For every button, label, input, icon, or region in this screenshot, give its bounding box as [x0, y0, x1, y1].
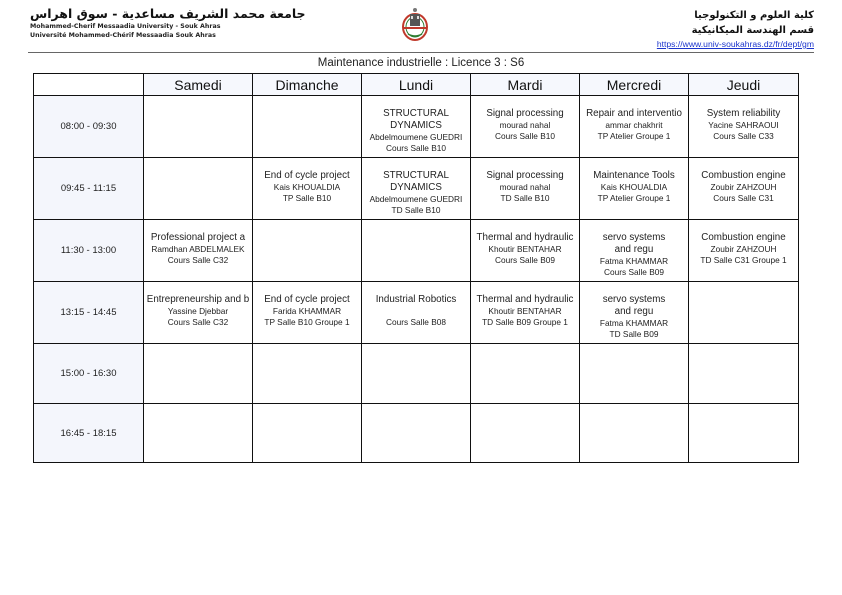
timeslot-label: 08:00 - 09:30: [34, 96, 144, 158]
empty-cell: [689, 282, 799, 344]
session-room: TP Atelier Groupe 1: [597, 193, 671, 203]
day-header: Mardi: [471, 74, 580, 96]
day-header: Dimanche: [253, 74, 362, 96]
timetable-title: Maintenance industrielle : Licence 3 : S6: [317, 57, 525, 69]
university-header: [30, 6, 306, 40]
session-subject: Signal processing: [486, 108, 564, 119]
session-subject: servo systems and regu: [602, 232, 666, 255]
session-room: TP Salle B10 Groupe 1: [264, 317, 350, 327]
session-subject: Combustion engine: [701, 232, 786, 243]
session-room: Cours Salle B10: [495, 131, 555, 141]
university-name-english: Mohammed-Cherif Messaadia University - Souk Ahras: [30, 23, 221, 30]
session-cell: [144, 220, 253, 282]
session-cell: [253, 158, 362, 220]
session-subject: Professional project a: [150, 232, 246, 243]
session-cell: [580, 282, 689, 344]
department-header: [657, 8, 814, 50]
session-teacher: mourad nahal: [499, 120, 551, 130]
timeslot-row: [34, 220, 799, 282]
corner-cell: [34, 74, 144, 96]
timeslot-label: 11:30 - 13:00: [34, 220, 144, 282]
day-header-row: [34, 74, 799, 96]
session-teacher: mourad nahal: [499, 182, 551, 192]
session-teacher: Zoubir ZAHZOUH: [710, 182, 777, 192]
timetable: [33, 73, 799, 463]
faculty-name-arabic: كلية العلوم و التكنولوجيا: [694, 10, 814, 21]
session-subject: Entrepreneurship and b: [146, 294, 250, 305]
empty-cell: [471, 344, 580, 404]
session-subject: STRUCTURAL DYNAMICS: [383, 108, 449, 131]
session-cell: [253, 282, 362, 344]
session-teacher: Farida KHAMMAR: [272, 306, 342, 316]
session-cell: [580, 96, 689, 158]
session-subject: End of cycle project: [264, 294, 350, 305]
session-teacher: Yacine SAHRAOUI: [708, 120, 779, 130]
department-name-arabic: قسم الهندسة الميكانيكية: [691, 25, 814, 36]
timeslot-row: [34, 404, 799, 463]
header-divider: [28, 52, 814, 53]
session-subject: End of cycle project: [264, 170, 350, 181]
session-room: TD Salle C31 Groupe 1: [700, 255, 787, 265]
empty-cell: [253, 96, 362, 158]
day-header: Jeudi: [689, 74, 799, 96]
session-room: Cours Salle B09: [495, 255, 555, 265]
session-room: Cours Salle B08: [386, 317, 446, 327]
session-cell: [471, 220, 580, 282]
empty-cell: [253, 404, 362, 463]
session-subject: Repair and interventio: [586, 108, 682, 119]
session-subject: System reliability: [706, 108, 781, 119]
timeslot-row: [34, 96, 799, 158]
university-name-arabic: جامعة محمد الشريف مساعدية - سوق اهراس: [30, 6, 306, 21]
session-room: Cours Salle C33: [713, 131, 774, 141]
session-teacher: Fatma KHAMMAR: [599, 318, 669, 328]
session-subject: STRUCTURAL DYNAMICS: [383, 170, 449, 193]
empty-cell: [471, 404, 580, 463]
session-teacher: Abdelmoumene GUEDRI: [369, 132, 463, 142]
session-teacher: Khoutir BENTAHAR: [488, 244, 562, 254]
session-room: Cours Salle B09: [604, 267, 664, 277]
timeslot-label: 09:45 - 11:15: [34, 158, 144, 220]
session-room: TP Salle B10: [282, 193, 332, 203]
session-room: Cours Salle C31: [713, 193, 774, 203]
session-cell: [471, 158, 580, 220]
session-cell: [362, 282, 471, 344]
timeslot-label: 13:15 - 14:45: [34, 282, 144, 344]
empty-cell: [253, 344, 362, 404]
empty-cell: [580, 404, 689, 463]
session-teacher: Zoubir ZAHZOUH: [710, 244, 777, 254]
empty-cell: [362, 220, 471, 282]
session-teacher: Abdelmoumene GUEDRI: [369, 194, 463, 204]
day-header: Lundi: [362, 74, 471, 96]
session-teacher: Khoutir BENTAHAR: [488, 306, 562, 316]
department-link[interactable]: https://www.univ-soukahras.dz/fr/dept/gm: [656, 39, 814, 49]
session-subject: Thermal and hydraulic: [476, 232, 574, 243]
session-teacher: Kais KHOUALDIA: [600, 182, 668, 192]
session-cell: [580, 158, 689, 220]
session-subject: Thermal and hydraulic: [476, 294, 574, 305]
day-header: Mercredi: [580, 74, 689, 96]
session-teacher: Yassine Djebbar: [167, 306, 229, 316]
empty-cell: [144, 404, 253, 463]
session-cell: [362, 158, 471, 220]
session-cell: [471, 282, 580, 344]
empty-cell: [362, 344, 471, 404]
timeslot-row: [34, 158, 799, 220]
session-room: TD Salle B09 Groupe 1: [482, 317, 568, 327]
session-cell: [689, 158, 799, 220]
session-subject: Signal processing: [486, 170, 564, 181]
session-room: TD Salle B10: [391, 205, 441, 215]
session-teacher: Fatma KHAMMAR: [599, 256, 669, 266]
session-teacher: Ramdhan ABDELMALEK: [151, 244, 245, 254]
empty-cell: [144, 96, 253, 158]
session-cell: [144, 282, 253, 344]
timeslot-row: [34, 344, 799, 404]
session-teacher: Kais KHOUALDIA: [273, 182, 341, 192]
empty-cell: [253, 220, 362, 282]
session-teacher: ammar chakhrit: [605, 120, 663, 130]
timeslot-label: 16:45 - 18:15: [34, 404, 144, 463]
timeslot-label: 15:00 - 16:30: [34, 344, 144, 404]
session-room: TD Salle B09: [609, 329, 659, 339]
timeslot-row: [34, 282, 799, 344]
university-name-french: Université Mohammed-Chérif Messaadia Souk Ahras: [30, 32, 216, 39]
session-subject: Industrial Robotics: [375, 294, 457, 305]
session-subject: servo systems and regu: [602, 294, 666, 317]
session-room: Cours Salle C32: [167, 255, 229, 265]
session-room: Cours Salle B10: [386, 143, 446, 153]
session-cell: [689, 96, 799, 158]
empty-cell: [362, 404, 471, 463]
session-cell: [362, 96, 471, 158]
university-emblem-icon: [400, 6, 430, 44]
session-subject: Combustion engine: [701, 170, 786, 181]
session-cell: [471, 96, 580, 158]
session-cell: [580, 220, 689, 282]
session-room: TP Atelier Groupe 1: [597, 131, 671, 141]
session-cell: [689, 220, 799, 282]
empty-cell: [689, 404, 799, 463]
empty-cell: [580, 344, 689, 404]
empty-cell: [689, 344, 799, 404]
empty-cell: [144, 158, 253, 220]
session-teacher: [362, 306, 470, 317]
session-subject: Maintenance Tools: [593, 170, 675, 181]
day-header: Samedi: [144, 74, 253, 96]
session-room: Cours Salle C32: [167, 317, 229, 327]
empty-cell: [144, 344, 253, 404]
session-room: TD Salle B10: [500, 193, 550, 203]
